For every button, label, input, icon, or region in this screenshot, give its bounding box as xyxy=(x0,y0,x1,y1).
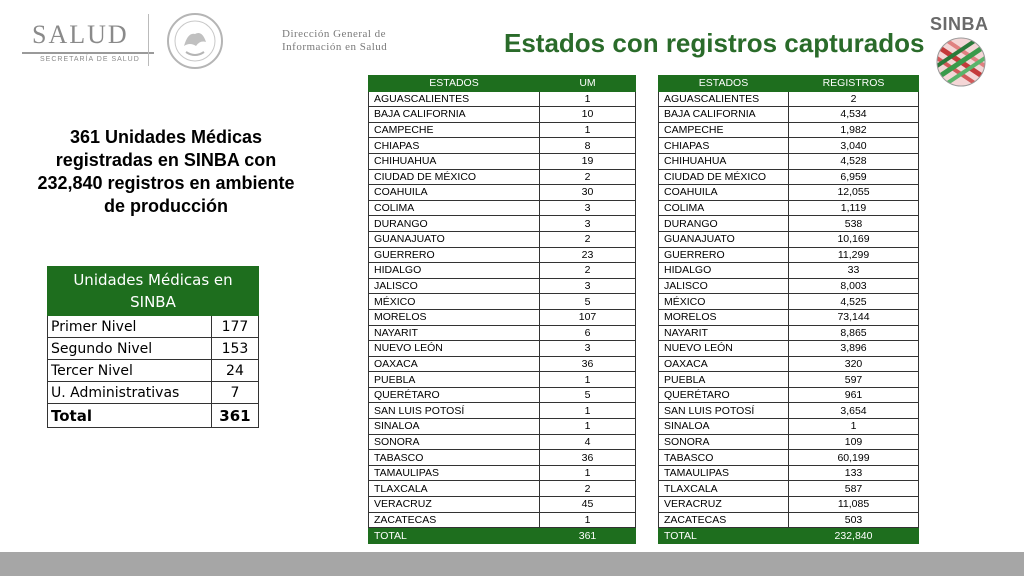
reg-state-value: 11,299 xyxy=(789,247,919,263)
um-state-name: VERACRUZ xyxy=(369,497,540,513)
um-state-value: 3 xyxy=(540,216,636,232)
table-row xyxy=(659,465,919,481)
table-row xyxy=(369,403,636,419)
reg-state-value: 33 xyxy=(789,263,919,279)
table-row xyxy=(659,263,919,279)
um-state-name: MÉXICO xyxy=(369,294,540,310)
reg-state-name: QUERÉTARO xyxy=(659,387,789,403)
reg-state-name: OAXACA xyxy=(659,356,789,372)
units-row-label: Tercer Nivel xyxy=(48,360,212,382)
summary-text: 361 Unidades Médicas registradas en SINBA con 232,840 registros en ambiente de producción xyxy=(37,127,295,216)
um-state-name: HIDALGO xyxy=(369,263,540,279)
table-row xyxy=(659,294,919,310)
um-state-value: 3 xyxy=(540,200,636,216)
table-row xyxy=(369,200,636,216)
table-row xyxy=(369,387,636,403)
reg-state-name: NAYARIT xyxy=(659,325,789,341)
um-state-name: JALISCO xyxy=(369,278,540,294)
um-state-value: 5 xyxy=(540,387,636,403)
table-row xyxy=(659,122,919,138)
um-state-name: AGUASCALIENTES xyxy=(369,91,540,107)
um-state-value: 1 xyxy=(540,372,636,388)
um-state-name: COAHUILA xyxy=(369,185,540,201)
um-state-name: GUERRERO xyxy=(369,247,540,263)
reg-state-name: MÉXICO xyxy=(659,294,789,310)
table-row xyxy=(659,231,919,247)
table-row xyxy=(659,247,919,263)
um-state-value: 1 xyxy=(540,419,636,435)
table-row xyxy=(659,481,919,497)
table-row xyxy=(369,91,636,107)
salud-logo xyxy=(22,18,142,66)
table-row xyxy=(369,481,636,497)
table-row xyxy=(369,356,636,372)
table-row xyxy=(369,263,636,279)
reg-state-name: COLIMA xyxy=(659,200,789,216)
table-row xyxy=(369,138,636,154)
table-row xyxy=(369,185,636,201)
reg-state-name: BAJA CALIFORNIA xyxy=(659,107,789,123)
units-total-label: Total xyxy=(48,404,212,428)
reg-state-name: AGUASCALIENTES xyxy=(659,91,789,107)
um-state-value: 36 xyxy=(540,356,636,372)
units-row-label: Primer Nivel xyxy=(48,316,212,338)
units-row-value: 7 xyxy=(211,382,258,404)
units-summary-table xyxy=(47,266,259,428)
units-row-value: 24 xyxy=(211,360,258,382)
table-row xyxy=(659,356,919,372)
page-title: Estados con registros capturados xyxy=(504,28,925,58)
um-state-value: 3 xyxy=(540,278,636,294)
um-state-value: 45 xyxy=(540,497,636,513)
um-state-name: NAYARIT xyxy=(369,325,540,341)
table-row xyxy=(369,419,636,435)
reg-state-value: 3,040 xyxy=(789,138,919,154)
reg-state-name: TLAXCALA xyxy=(659,481,789,497)
um-state-value: 107 xyxy=(540,309,636,325)
um-state-name: TABASCO xyxy=(369,450,540,466)
um-state-name: SONORA xyxy=(369,434,540,450)
reg-state-name: TAMAULIPAS xyxy=(659,465,789,481)
salud-logo-subtitle: SECRETARÍA DE SALUD xyxy=(40,56,140,63)
table-total-row xyxy=(48,404,259,428)
units-row-label: Segundo Nivel xyxy=(48,338,212,360)
reg-state-value: 2 xyxy=(789,91,919,107)
reg-state-value: 597 xyxy=(789,372,919,388)
reg-table-header-registros: REGISTROS xyxy=(789,76,919,92)
table-row xyxy=(369,325,636,341)
table-row xyxy=(369,434,636,450)
um-state-name: COLIMA xyxy=(369,200,540,216)
salud-logo-bar xyxy=(22,52,154,54)
um-state-value: 23 xyxy=(540,247,636,263)
um-state-value: 2 xyxy=(540,481,636,497)
um-state-value: 30 xyxy=(540,185,636,201)
sinba-logo-text: SINBA xyxy=(930,14,989,34)
reg-state-name: TABASCO xyxy=(659,450,789,466)
table-row xyxy=(369,341,636,357)
um-total-row xyxy=(369,528,636,544)
table-row xyxy=(369,450,636,466)
reg-state-value: 4,525 xyxy=(789,294,919,310)
reg-state-name: CAMPECHE xyxy=(659,122,789,138)
um-state-name: CHIHUAHUA xyxy=(369,153,540,169)
reg-total-value: 232,840 xyxy=(789,528,919,544)
um-state-value: 10 xyxy=(540,107,636,123)
um-state-name: CAMPECHE xyxy=(369,122,540,138)
um-state-name: SAN LUIS POTOSÍ xyxy=(369,403,540,419)
um-state-value: 36 xyxy=(540,450,636,466)
reg-state-name: GUANAJUATO xyxy=(659,231,789,247)
reg-state-name: SINALOA xyxy=(659,419,789,435)
reg-state-value: 11,085 xyxy=(789,497,919,513)
um-state-name: BAJA CALIFORNIA xyxy=(369,107,540,123)
reg-state-name: HIDALGO xyxy=(659,263,789,279)
table-row xyxy=(48,382,259,404)
um-state-value: 1 xyxy=(540,91,636,107)
reg-state-name: CHIHUAHUA xyxy=(659,153,789,169)
reg-state-name: SONORA xyxy=(659,434,789,450)
dgis-line-1: Dirección General de xyxy=(282,28,387,40)
reg-state-value: 4,534 xyxy=(789,107,919,123)
table-row xyxy=(369,497,636,513)
um-state-name: TAMAULIPAS xyxy=(369,465,540,481)
um-state-name: TLAXCALA xyxy=(369,481,540,497)
um-state-value: 2 xyxy=(540,231,636,247)
units-table-header: Unidades Médicas en SINBA xyxy=(48,267,259,316)
table-row xyxy=(659,200,919,216)
table-row xyxy=(659,512,919,528)
table-row xyxy=(369,247,636,263)
table-row xyxy=(369,107,636,123)
um-table-header-states: ESTADOS xyxy=(369,76,540,92)
reg-state-name: SAN LUIS POTOSÍ xyxy=(659,403,789,419)
um-state-value: 1 xyxy=(540,512,636,528)
table-row xyxy=(659,153,919,169)
table-row xyxy=(369,372,636,388)
um-by-state-table xyxy=(368,75,636,544)
reg-state-value: 961 xyxy=(789,387,919,403)
table-row xyxy=(659,403,919,419)
um-state-value: 5 xyxy=(540,294,636,310)
table-row xyxy=(369,512,636,528)
footer-bar xyxy=(0,552,1024,576)
table-row xyxy=(369,309,636,325)
reg-state-name: NUEVO LEÓN xyxy=(659,341,789,357)
um-state-value: 8 xyxy=(540,138,636,154)
reg-state-value: 6,959 xyxy=(789,169,919,185)
um-state-value: 1 xyxy=(540,465,636,481)
dgis-line-2: Información en Salud xyxy=(282,41,388,53)
reg-state-name: MORELOS xyxy=(659,309,789,325)
units-row-value: 177 xyxy=(211,316,258,338)
national-seal-icon xyxy=(166,12,224,70)
table-row xyxy=(659,434,919,450)
um-state-name: CIUDAD DE MÉXICO xyxy=(369,169,540,185)
table-row xyxy=(659,169,919,185)
um-table-header-um: UM xyxy=(540,76,636,92)
um-total-value: 361 xyxy=(540,528,636,544)
table-row xyxy=(659,138,919,154)
um-state-name: QUERÉTARO xyxy=(369,387,540,403)
table-row xyxy=(659,185,919,201)
table-row xyxy=(659,325,919,341)
table-row xyxy=(659,450,919,466)
sinba-globe-icon xyxy=(934,36,988,88)
reg-state-value: 320 xyxy=(789,356,919,372)
table-row xyxy=(369,231,636,247)
um-state-name: CHIAPAS xyxy=(369,138,540,154)
um-total-label: TOTAL xyxy=(369,528,540,544)
um-state-value: 6 xyxy=(540,325,636,341)
reg-state-name: PUEBLA xyxy=(659,372,789,388)
um-state-value: 19 xyxy=(540,153,636,169)
table-row xyxy=(659,419,919,435)
table-row xyxy=(48,316,259,338)
reg-state-value: 3,896 xyxy=(789,341,919,357)
reg-state-value: 503 xyxy=(789,512,919,528)
units-row-value: 153 xyxy=(211,338,258,360)
um-state-value: 3 xyxy=(540,341,636,357)
table-row xyxy=(659,341,919,357)
reg-state-value: 1 xyxy=(789,419,919,435)
reg-state-value: 538 xyxy=(789,216,919,232)
table-row xyxy=(659,372,919,388)
table-row xyxy=(48,338,259,360)
reg-state-name: DURANGO xyxy=(659,216,789,232)
um-state-value: 1 xyxy=(540,403,636,419)
um-state-name: GUANAJUATO xyxy=(369,231,540,247)
table-row xyxy=(659,387,919,403)
reg-state-name: ZACATECAS xyxy=(659,512,789,528)
table-row xyxy=(659,216,919,232)
table-row xyxy=(369,216,636,232)
um-state-value: 2 xyxy=(540,263,636,279)
reg-state-value: 1,119 xyxy=(789,200,919,216)
dgis-logo xyxy=(282,28,387,54)
um-state-name: MORELOS xyxy=(369,309,540,325)
reg-state-value: 60,199 xyxy=(789,450,919,466)
table-row xyxy=(659,309,919,325)
salud-logo-word: SALUD xyxy=(32,20,129,49)
um-state-name: ZACATECAS xyxy=(369,512,540,528)
reg-table-header-states: ESTADOS xyxy=(659,76,789,92)
reg-state-value: 1,982 xyxy=(789,122,919,138)
um-state-value: 4 xyxy=(540,434,636,450)
reg-table-body xyxy=(659,91,919,528)
units-total-value: 361 xyxy=(211,404,258,428)
reg-state-value: 3,654 xyxy=(789,403,919,419)
um-state-value: 1 xyxy=(540,122,636,138)
table-row xyxy=(659,107,919,123)
reg-state-name: CIUDAD DE MÉXICO xyxy=(659,169,789,185)
reg-state-value: 73,144 xyxy=(789,309,919,325)
reg-state-value: 8,865 xyxy=(789,325,919,341)
um-state-name: NUEVO LEÓN xyxy=(369,341,540,357)
reg-state-value: 10,169 xyxy=(789,231,919,247)
reg-state-value: 109 xyxy=(789,434,919,450)
reg-state-name: JALISCO xyxy=(659,278,789,294)
table-row xyxy=(369,294,636,310)
reg-total-label: TOTAL xyxy=(659,528,789,544)
header-divider xyxy=(148,14,149,66)
table-row xyxy=(659,278,919,294)
reg-state-name: GUERRERO xyxy=(659,247,789,263)
reg-state-value: 12,055 xyxy=(789,185,919,201)
um-state-name: PUEBLA xyxy=(369,372,540,388)
table-row xyxy=(369,278,636,294)
reg-state-value: 133 xyxy=(789,465,919,481)
units-row-label: U. Administrativas xyxy=(48,382,212,404)
registros-by-state-table xyxy=(658,75,919,544)
reg-state-name: CHIAPAS xyxy=(659,138,789,154)
reg-state-value: 4,528 xyxy=(789,153,919,169)
um-table-body xyxy=(369,91,636,528)
table-row xyxy=(659,91,919,107)
table-row xyxy=(369,122,636,138)
table-row xyxy=(369,465,636,481)
um-state-name: DURANGO xyxy=(369,216,540,232)
table-row xyxy=(369,169,636,185)
reg-state-name: VERACRUZ xyxy=(659,497,789,513)
table-row xyxy=(659,497,919,513)
table-row xyxy=(48,360,259,382)
reg-state-name: COAHUILA xyxy=(659,185,789,201)
um-state-name: OAXACA xyxy=(369,356,540,372)
um-state-name: SINALOA xyxy=(369,419,540,435)
reg-state-value: 8,003 xyxy=(789,278,919,294)
table-row xyxy=(369,153,636,169)
reg-state-value: 587 xyxy=(789,481,919,497)
reg-total-row xyxy=(659,528,919,544)
um-state-value: 2 xyxy=(540,169,636,185)
